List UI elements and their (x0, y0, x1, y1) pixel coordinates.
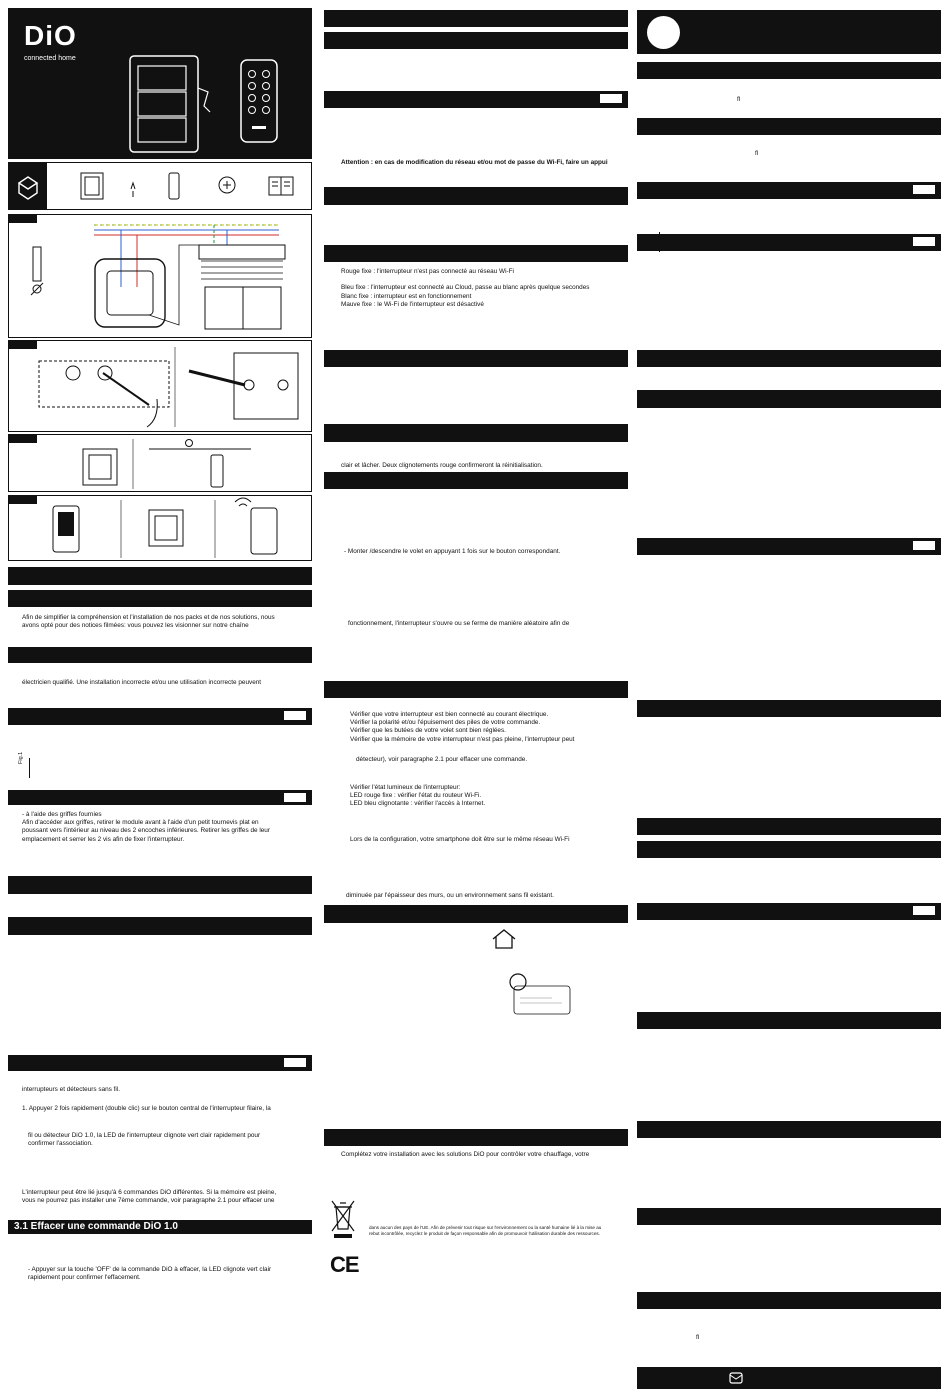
right-header (637, 10, 941, 54)
timer-drawing (9, 435, 313, 493)
brand-logo: DiO (24, 20, 77, 51)
left-heading-5 (8, 790, 312, 805)
check-text-3: Vérifier l'état lumineux de l'interrupteur: LED rouge fixe : vérifier l'état du routeur Wi-Fi. LED bleu clignotante : vérifier l'accès à Internet. (350, 784, 486, 808)
left-heading-8 (8, 1055, 312, 1071)
check-text-2: détecteur), voir paragraphe 2.1 pour effacer une commande. (356, 756, 528, 763)
contents-strip (8, 162, 312, 210)
mid-heading-3 (324, 91, 628, 108)
mid-heading-9 (324, 681, 628, 698)
mid-heading-5 (324, 245, 628, 262)
pair-text-4: L'interrupteur peut être lié jusqu'à 6 commandes DiO différentes. Si la mémoire est pleine, vous ne pourrez pas installer une 7ème commande, voir paragraphe 2.1 pour effacer une (22, 1189, 277, 1205)
pair-text-1: interrupteurs et détecteurs sans fil. (22, 1086, 121, 1093)
home-icon (491, 928, 517, 950)
right-heading-15 (637, 1292, 941, 1309)
safety-text: électricien qualifié. Une installation incorrecte et/ou une utilisation incorrecte peuvent (22, 679, 262, 686)
attention-text: Attention : en cas de modification du réseau et/ou mot de passe du Wi-Fi, faire un appui (341, 159, 608, 166)
left-fig-label: Fig.1 (18, 751, 24, 764)
check-text-4: Lors de la configuration, votre smartphone doit être sur le même réseau Wi-Fi (350, 836, 570, 843)
left-heading-2 (8, 590, 312, 607)
right-heading-6 (637, 390, 941, 408)
wiring-lines (9, 215, 313, 339)
wiring-diagram (8, 214, 312, 338)
mid-heading-6 (324, 350, 628, 367)
box-contents-icons (9, 163, 313, 211)
right-heading-11 (637, 903, 941, 920)
mid-heading-2 (324, 32, 628, 49)
right-heading-3 (637, 182, 941, 199)
timer-diagram (8, 434, 312, 492)
language-badge (647, 16, 680, 49)
mid-heading-8 (324, 472, 628, 489)
shutter-text: - Monter /descendre le volet en appuyant 1 fois sur le bouton correspondant. (344, 548, 561, 555)
right-heading-14 (637, 1208, 941, 1225)
right-heading-10 (637, 841, 941, 858)
right-heading-5 (637, 350, 941, 367)
left-heading-6 (8, 876, 312, 894)
right-glyph-1: fl (737, 96, 741, 103)
left-heading-4 (8, 708, 312, 725)
weee-text: dans aucun des pays de l'UE. Afin de prévenir tout risque sur l'environnement ou la santé humaine lié à la mise au rebut incontrôlée, recyclez le produit de façon responsable afin de promouvoir l'utilisation durable des ressources. (369, 1225, 602, 1236)
erase-text: - Appuyer sur la touche 'OFF' de la commande DiO à effacer, la LED clignote vert clair rapidement pour confirmer l'effacement. (28, 1266, 272, 1282)
pair-text-3: fil ou détecteur DiO 1.0, la LED de l'interrupteur clignote vert clair rapidement pour confirmer l'association. (28, 1132, 261, 1148)
left-fig-rule (29, 758, 30, 778)
right-heading-8 (637, 700, 941, 717)
random-text: fonctionnement, l'interrupteur s'ouvre ou se ferme de manière aléatoire afin de (348, 620, 570, 627)
mounting-text: - à l'aide des griffes fournies Afin d'accéder aux griffes, retirer le module avant à l'aide d'un petit tournevis plat en poussant vers l'intérieur au niveau des 2 encoches inférieures. Retirer les griffes de leur emplacement et serrer les 2 vis afin de fixer l'interrupteur. (22, 811, 270, 843)
right-glyph-2: fl (755, 150, 759, 157)
mail-icon (729, 1371, 743, 1385)
right-heading-7 (637, 538, 941, 555)
left-heading-3 (8, 647, 312, 663)
ce-mark: CE (330, 1252, 359, 1277)
mid-heading-7 (324, 424, 628, 442)
right-footer (637, 1367, 941, 1389)
right-heading-13 (637, 1121, 941, 1138)
reset-text: clair et lâcher. Deux clignotements rouge confirmeront la réinitialisation. (341, 462, 543, 469)
right-heading-2 (637, 118, 941, 135)
right-heading-1 (637, 62, 941, 79)
right-glyph-3: fl (696, 1334, 700, 1341)
section-31-title: 3.1 Effacer une commande DiO 1.0 (8, 1220, 312, 1234)
app-pairing-diagram (8, 495, 312, 561)
app-pairing-drawing (9, 496, 313, 562)
disassembly-diagram (8, 340, 312, 432)
mid-heading-11 (324, 1129, 628, 1146)
right-heading-9 (637, 818, 941, 835)
right-heading-4 (637, 234, 941, 251)
led-states-text: Rouge fixe : l'interrupteur n'est pas connecté au réseau Wi-Fi Bleu fixe : l'interrupteur est connecté au Cloud, passe au blanc après quelque secondes Blanc fixe : interrupteur est en fonctionnement Mauve fixe : le Wi-Fi de l'interrupteur est désactivé (341, 268, 590, 308)
right-heading-12 (637, 1012, 941, 1029)
hero-panel (8, 8, 312, 159)
check-text-1: Vérifier que votre interrupteur est bien connecté au courant électrique. Vérifier la polarité et/ou l'épuisement des piles de votre commande. Vérifier que les butées de votre volet sont bien réglées. Vérifier que la mémoire de votre interrupteur n'est pas pleine, l'interrupteur peut (350, 711, 575, 743)
weee-bin-icon (330, 1199, 356, 1239)
mid-heading-10 (324, 905, 628, 923)
left-heading-7 (8, 917, 312, 935)
brand-tagline: connected home (24, 55, 76, 62)
check-text-5: diminuée par l'épaisseur des murs, ou un environnement sans fil existant. (346, 892, 554, 899)
switch-illustration (8, 8, 312, 159)
left-heading-1 (8, 567, 312, 585)
disassembly-drawing (9, 341, 313, 433)
recycle-info-icon (508, 972, 570, 1016)
intro-text: Afin de simplifier la compréhension et l'installation de nos packs et de nos solutions, nous avons opté pour des notices filmées: vous pouvez les visionner sur notre chaîne (22, 614, 275, 630)
mid-heading-1 (324, 10, 628, 27)
complete-text: Complétez votre installation avec les solutions DiO pour contrôler votre chauffage, votre (341, 1151, 590, 1158)
mid-heading-4 (324, 187, 628, 205)
pair-text-2: 1. Appuyer 2 fois rapidement (double clic) sur le bouton central de l'interrupteur filaire, la (22, 1105, 271, 1112)
